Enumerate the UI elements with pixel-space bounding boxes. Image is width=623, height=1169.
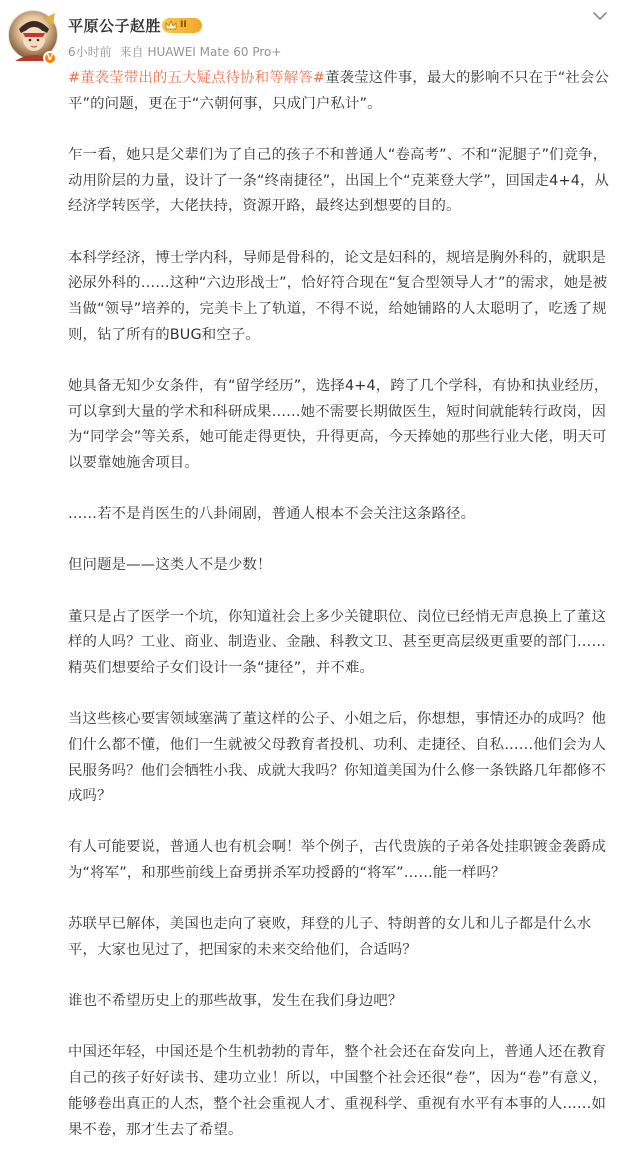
rank-badge[interactable] [162, 18, 202, 33]
post-time[interactable]: 6小时前 [68, 45, 112, 59]
verified-icon: V [43, 51, 57, 65]
paragraph-6: 但问题是——这类人不是少数！ [68, 557, 272, 574]
crown-icon [165, 20, 177, 31]
post-meta [68, 43, 285, 60]
paragraph-10: 苏联早已解体，美国也走向了衰败，拜登的儿子、特朗普的女儿和儿子都是什么水平，大家也见过了，把国家的未来交给他们，合适吗？ [68, 916, 592, 959]
chevron-down-icon[interactable] [591, 8, 609, 24]
paragraph-7: 董只是占了医学一个坑，你知道社会上多少关键职位、岗位已经悄无声息换上了董这样的人吗？工业、商业、制造业、金融、科教文卫、甚至更高层级更重要的部门……精英们想要给子女们设计一条“捷径”，并不难。 [68, 608, 607, 676]
paragraph-1 [68, 66, 611, 117]
paragraph-9: 有人可能要说，普通人也有机会啊！举个例子，古代贵族的子弟各处挂职镀金袭爵成为“将军”，和那些前线上奋勇拼杀军功授爵的“将军”……能一样吗？ [68, 839, 607, 882]
paragraph-8: 当这些核心要害领域塞满了董这样的公子、小姐之后，你想想，事情还办的成吗？他们什么都不懂，他们一生就被父母教育者投机、功利、走捷径、自私……他们会为人民服务吗？他们会牺牲小我、成就大我吗？你知道美国为什么修一条铁路几年都修不成吗？ [68, 711, 607, 805]
source-device[interactable]: HUAWEI Mate 60 Pro+ [147, 45, 282, 59]
paragraph-12: 中国还年轻，中国还是个生机勃勃的青年，整个社会还在奋发向上，普通人还在教育自己的孩子好好读书、建功立业！所以，中国整个社会还很“卷”，因为“卷”有意义，能够卷出真正的人杰，整个社会重视人才、重视科学、重视有水平有本事的人……如果不卷，那才生去了希望。 [68, 1044, 608, 1138]
paragraph-11: 谁也不希望历史上的那些故事，发生在我们身边吧？ [68, 993, 403, 1010]
paragraph-2: 乍一看，她只是父辈们为了自己的孩子不和普通人“卷高考”、不和“泥腿子”们竞争，动用阶层的力量，设计了一条“终南捷径”，出国上个“克莱登大学”，回国走4+4，从经济学转医学，大佬扶持，资源开路，最终达到想要的目的。 [68, 146, 610, 215]
hashtag-link[interactable]: #董袭莹带出的五大疑点待协和等解答# [68, 70, 326, 86]
paragraph-5: ……若不是肖医生的八卦闹剧，普通人根本不会关注这条路径。 [68, 506, 476, 523]
username[interactable]: 平原公子赵胜 [68, 17, 162, 35]
source-prefix: 来自 [119, 45, 144, 59]
post-header [0, 0, 623, 64]
paragraph-4: 她具备无知少女条件，有“留学经历”，选择4+4，跨了几个学科，有协和执业经历，可以拿到大量的学术和科研成果……她不需要长期做医生，短时间就能转行政岗，因为“同学会”等关系，她可能走得更快，升得更高，今天捧她的那些行业大佬，明天可以要靠她施舍项目。 [68, 377, 609, 471]
paragraph-3: 本科学经济，博士学内科，导师是骨科的，论文是妇科的，规培是胸外科的，就职是泌尿外科的……这种“六边形战士”，恰好符合现在“复合型领导人才”的需求，她是被当做“领导”培养的，完美卡上了轨道，不得不说，给她铺路的人太聪明了，吃透了规则，钻了所有的BUG和空子。 [68, 249, 608, 343]
rank-badge-label: II [180, 20, 187, 30]
paragraph-1-text: 董袭莹这件事，最大的影响不只在于“社会公平”的问题，更在于“六朝何事，只成门户私计”。 [68, 70, 609, 112]
post-content [68, 66, 611, 1169]
